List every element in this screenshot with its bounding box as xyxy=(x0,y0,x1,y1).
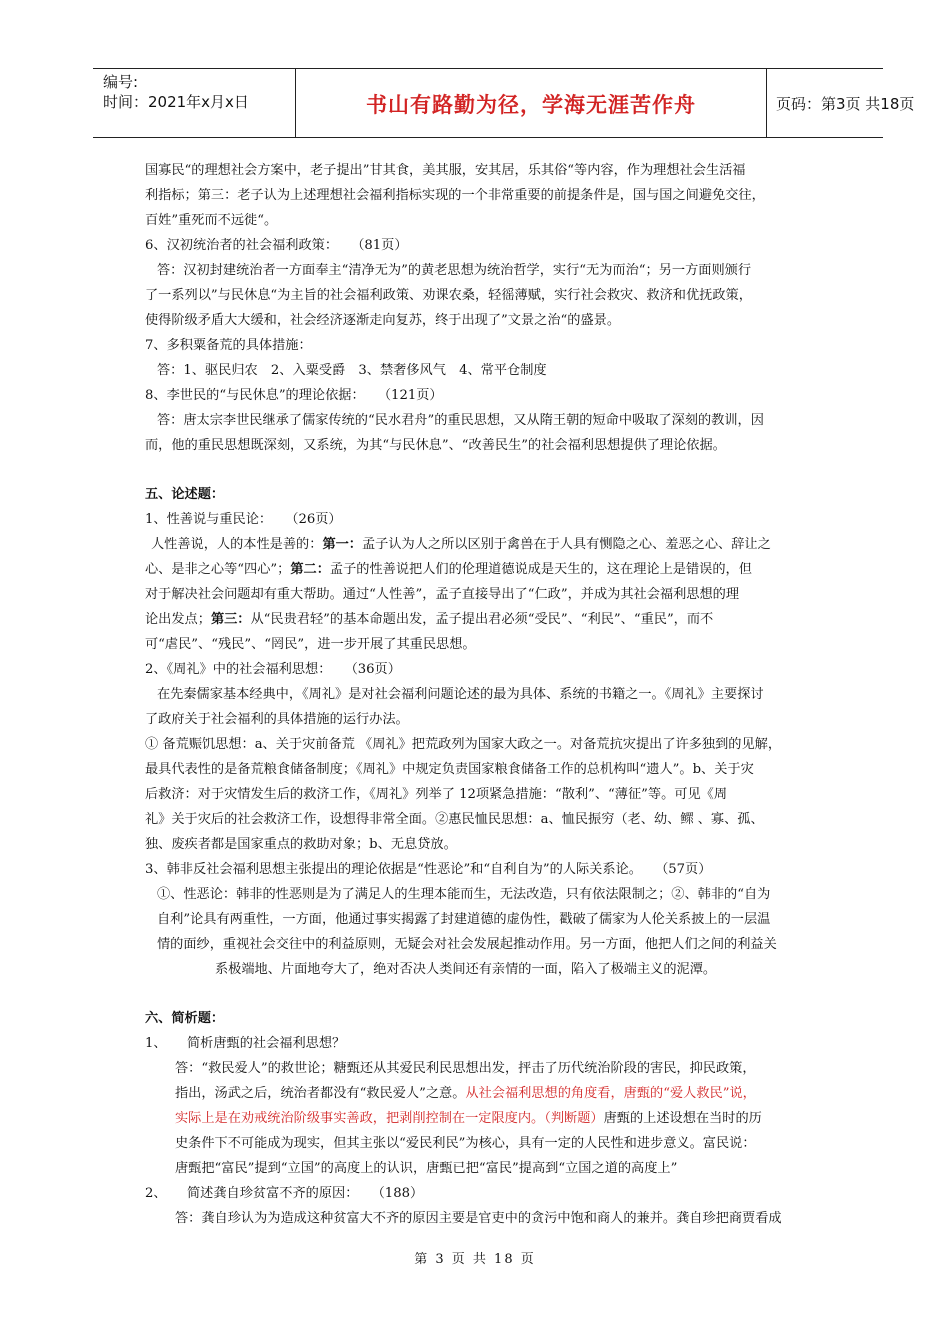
answer-line: 答：1、驱民归农 2、入粟受爵 3、禁奢侈风气 4、常平仓制度 xyxy=(157,363,547,378)
answer-line: 了一系列以”与民休息“为主旨的社会福利政策、劝课农桑，轻徭薄赋，实行社会救灾、救济和优抚政策， xyxy=(145,288,752,303)
section-gap xyxy=(145,458,835,482)
answer-line: 答：唐太宗李世民继承了儒家传统的“民水君舟”的重民思想，又从隋王朝的短命中吸取了深刻的教训，因 xyxy=(157,413,764,428)
bold-marker: 第一： xyxy=(322,537,362,552)
answer-line xyxy=(145,1081,835,1106)
answer-line: 自利”论具有两重性，一方面，他通过事实揭露了封建道德的虚伪性，戳破了儒家为人伦关系披上的一层温 xyxy=(157,912,771,927)
text-run: 心、是非之心等“四心”； xyxy=(145,562,291,577)
highlighted-text: 实际上是在劝戒统治阶级事实善政，把剥削控制在一定限度内。（判断题） xyxy=(175,1111,604,1126)
section-6-question-1 xyxy=(145,1031,835,1056)
section-6-question-2 xyxy=(145,1181,835,1206)
answer-line xyxy=(145,532,835,557)
section-5-heading: 五、论述题： xyxy=(145,487,225,502)
header-time-label: 时间：2021年x月x日 xyxy=(103,93,249,111)
header-page-label: 页码：第3页 共18页 xyxy=(776,95,915,113)
text-run: 论出发点； xyxy=(145,612,211,627)
answer-line: 情的面纱，重视社会交往中的利益原则，无疑会对社会发展起推动作用。另一方面，他把人们之间的利益关 xyxy=(157,937,777,952)
text-run: 指出，汤武之后，统治者都没有“救民爱人”之意。 xyxy=(175,1086,466,1101)
answer-line: 使得阶级矛盾大大缓和，社会经济逐渐走向复苏，终于出现了”文景之治“的盛景。 xyxy=(145,313,621,328)
answer-line: 史条件下不可能成为现实，但其主张以“爱民利民”为核心，具有一定的人民性和进步意义。富民说： xyxy=(175,1136,756,1151)
answer-line: 了政府关于社会福利的具体措施的运行办法。 xyxy=(145,712,409,727)
header-motto-cell xyxy=(295,69,767,137)
header-id-label: 编号: xyxy=(103,73,139,91)
text-line: 利指标；第三：老子认为上述理想社会福利指标实现的一个非常重要的前提条件是，国与国之间避免交往， xyxy=(145,188,765,203)
header-page-cell xyxy=(766,69,915,137)
highlighted-text: 从社会福利思想的角度看，唐甄的“爱人救民”说， xyxy=(465,1086,756,1101)
section-5-question-1: 1、性善说与重民论： （26页） xyxy=(145,512,342,527)
answer-line: 独、废疾者都是国家重点的救助对象；b、无息贷放。 xyxy=(145,837,457,852)
answer-line xyxy=(145,607,835,632)
text-line: 百姓”重死而不远徙“。 xyxy=(145,213,278,228)
question-number: 2、 xyxy=(145,1186,167,1201)
answer-line: 最具代表性的是备荒粮食储备制度；《周礼》中规定负责国家粮食储备工作的总机构叫“遗人”。b、关于灾 xyxy=(145,762,754,777)
answer-line: 答：汉初封建统治者一方面奉主“清净无为”的黄老思想为统治哲学，实行“无为而治“；另一方面则颁行 xyxy=(157,263,752,278)
header-meta xyxy=(93,69,295,137)
question-text: 简述龚自珍贫富不齐的原因： （188） xyxy=(187,1186,424,1201)
answer-line: ①、性恶论：韩非的性恶则是为了满足人的生理本能而生，无法改造，只有依法限制之；②、韩非的“自为 xyxy=(157,887,771,902)
answer-line: 答：龚自珍认为为造成这种贫富大不齐的原因主要是官吏中的贪污中饱和商人的兼并。龚自珍把商贾看成 xyxy=(175,1211,782,1226)
answer-line: 在先秦儒家基本经典中，《周礼》是对社会福利问题论述的最为具体、系统的书籍之一。《周礼》主要探讨 xyxy=(157,687,764,702)
answer-line xyxy=(145,1106,835,1131)
text-line: 国寡民“的理想社会方案中，老子提出”甘其食，美其服，安其居，乐其俗“等内容，作为理想社会生活福 xyxy=(145,163,746,178)
question-number: 1、 xyxy=(145,1036,167,1051)
answer-line: 后救济：对于灾情发生后的救济工作，《周礼》列举了 12项紧急措施：“散利”、“薄征”等。可见《周 xyxy=(145,787,728,802)
section-6-heading: 六、简析题： xyxy=(145,1011,225,1026)
header-motto: 书山有路勤为径，学海无涯苦作舟 xyxy=(366,93,696,117)
answer-line: 而，他的重民思想既深刻，又系统，为其“与民休息”、“改善民生”的社会福利思想提供了理论依据。 xyxy=(145,438,726,453)
text-run: 孟子认为人之所以区别于禽兽在于人具有恻隐之心、羞恶之心、辞让之 xyxy=(362,537,771,552)
answer-line: ① 备荒赈饥思想：a、关于灾前备荒 《周礼》把荒政列为国家大政之一。对备荒抗灾提出了许多独到的见解， xyxy=(145,737,782,752)
question-8: 8、李世民的“与民休息”的理论依据： （121页） xyxy=(145,388,443,403)
section-5-question-3: 3、韩非反社会福利思想主张提出的理论依据是“性恶论”和“自利自为”的人际关系论。 （57页） xyxy=(145,862,712,877)
section-gap xyxy=(145,982,835,1006)
bold-marker: 第三： xyxy=(210,612,251,627)
answer-line: 答：“救民爱人”的救世论；糖甄还从其爱民利民思想出发，抨击了历代统治阶段的害民，抑民政策， xyxy=(175,1061,756,1076)
page-footer: 第 3 页 共 18 页 xyxy=(414,1252,536,1267)
page-header xyxy=(93,68,915,138)
bold-marker: 第二： xyxy=(290,562,330,577)
text-run: 孟子的性善说把人们的伦理道德说成是天生的，这在理论上是错误的，但 xyxy=(329,562,752,577)
text-run: 唐甄的上述设想在当时的历 xyxy=(603,1111,762,1126)
answer-line: 对于解决社会问题却有重大帮助。通过“人性善”，孟子直接导出了“仁政”，并成为其社会福利思想的理 xyxy=(145,587,740,602)
answer-line: 可“虐民”、“残民”、“罔民”，进一步开展了其重民思想。 xyxy=(145,637,476,652)
answer-line xyxy=(145,557,835,582)
section-5-question-2: 2、《周礼》中的社会福利思想： （36页） xyxy=(145,662,401,677)
answer-line: 唐甄把“富民”提到“立国”的高度上的认识，唐甄已把“富民”提高到“立国之道的高度上” xyxy=(175,1161,678,1176)
question-6: 6、汉初统治者的社会福利政策： （81页） xyxy=(145,238,408,253)
text-run: 从“民贵君轻”的基本命题出发，孟子提出君必须“受民”、“利民”、“重民”，而不 xyxy=(250,612,714,627)
question-7: 7、多积粟备荒的具体措施： xyxy=(145,338,312,353)
document-body xyxy=(145,158,835,1231)
text-run: 人性善说，人的本性是善的： xyxy=(151,537,323,552)
answer-line: 礼》关于灾后的社会救济工作，设想得非常全面。②惠民恤民思想：a、恤民振穷（老、幼、鳏 、寡、孤、 xyxy=(145,812,764,827)
answer-line: 系极端地、片面地夸大了，绝对否决人类间还有亲情的一面，陷入了极端主义的泥潭。 xyxy=(215,962,717,977)
question-text: 简析唐甄的社会福利思想？ xyxy=(187,1036,346,1051)
